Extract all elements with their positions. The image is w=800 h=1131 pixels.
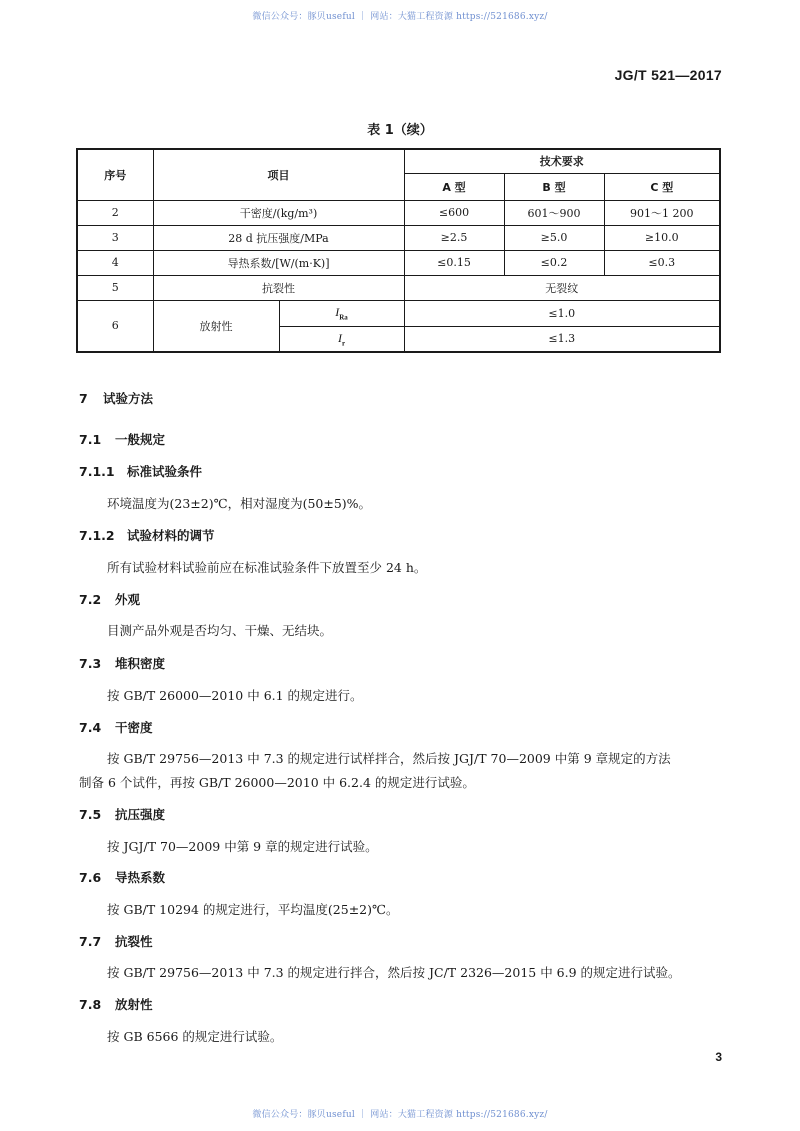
section-heading [79,526,215,544]
section-heading [79,718,153,736]
section-heading [79,995,153,1013]
spec-table [76,148,721,353]
paragraph: 所有试验材料试验前应在标准试验条件下放置至少 24 h。 [107,560,427,575]
section-heading [79,805,165,823]
row-item: 导热系数/[W/(m·K)] [153,250,404,275]
row-value-a: ≤600 [404,200,504,225]
header-item: 项目 [153,149,404,200]
section-heading [79,389,153,407]
paragraph-continuation: 制备 6 个试件，再按 GB/T 26000—2010 中 6.2.4 的规定进行试验。 [79,775,475,790]
section-heading [79,932,153,950]
section-number: 7 [79,391,88,406]
paragraph: 按 GB 6566 的规定进行试验。 [107,1029,283,1044]
paragraph: 按 GB/T 29756—2013 中 7.3 的规定进行试样拌合，然后按 JGJ/T 70—2009 中第 9 章规定的方法 [107,751,671,766]
row-subitem [279,300,404,326]
row-no: 6 [77,300,153,352]
paragraph: 按 GB/T 26000—2010 中 6.1 的规定进行。 [107,688,363,703]
section-heading [79,868,165,886]
header-requirements: 技术要求 [404,149,720,173]
paragraph: 按 GB/T 29756—2013 中 7.3 的规定进行拌合，然后按 JC/T 2326—2015 中 6.9 的规定进行试验。 [107,965,681,980]
table-row [77,300,720,326]
watermark-bottom: 微信公众号：豚贝useful ｜ 网站：大猫工程资源 https://521686.xyz/ [252,1110,548,1120]
paragraph: 按 JGJ/T 70—2009 中第 9 章的规定进行试验。 [107,839,378,854]
row-no: 3 [77,225,153,250]
section-title: 一般规定 [115,432,166,447]
paragraph: 按 GB/T 10294 的规定进行，平均温度(25±2)℃。 [107,902,399,917]
header-no: 序号 [77,149,153,200]
section-number: 7.5 [79,807,102,822]
row-no: 4 [77,250,153,275]
standard-code: JG/T 521—2017 [614,67,722,83]
section-heading [79,590,140,608]
row-value: 无裂纹 [404,275,720,300]
row-item: 抗裂性 [153,275,404,300]
row-value-a: ≤0.15 [404,250,504,275]
section-heading [79,462,202,480]
symbol: I [337,330,342,345]
section-heading [79,430,165,448]
paragraph: 环境温度为(23±2)℃，相对湿度为(50±5)%。 [107,496,372,511]
row-value-b: ≤0.2 [504,250,604,275]
header-type-b: B 型 [504,173,604,200]
section-title: 外观 [115,592,141,607]
page-number: 3 [715,1050,722,1064]
row-subitem [279,326,404,352]
watermark-top: 微信公众号：豚贝useful ｜ 网站：大猫工程资源 https://521686.xyz/ [252,12,548,22]
section-number: 7.4 [79,720,102,735]
section-title: 抗裂性 [115,934,153,949]
section-title: 导热系数 [115,870,166,885]
table-row [77,200,720,225]
section-title: 试验材料的调节 [127,528,215,543]
row-value-a: ≥2.5 [404,225,504,250]
row-item: 28 d 抗压强度/MPa [153,225,404,250]
row-item: 放射性 [153,300,279,352]
section-number: 7.7 [79,934,102,949]
row-value: ≤1.3 [404,326,720,352]
section-number: 7.1.1 [79,464,115,479]
subscript: Ra [339,313,348,322]
row-no: 5 [77,275,153,300]
row-value-c: 901～1 200 [604,200,720,225]
section-number: 7.8 [79,997,102,1012]
section-title: 放射性 [115,997,153,1012]
section-number: 7.3 [79,656,102,671]
section-title: 试验方法 [103,391,154,406]
paragraph: 目测产品外观是否均匀、干燥、无结块。 [107,623,333,638]
table-row [77,250,720,275]
section-title: 抗压强度 [115,807,166,822]
section-heading [79,654,165,672]
section-number: 7.6 [79,870,102,885]
section-title: 干密度 [115,720,153,735]
header-type-a: A 型 [404,173,504,200]
row-value-c: ≤0.3 [604,250,720,275]
header-type-c: C 型 [604,173,720,200]
row-value: ≤1.0 [404,300,720,326]
row-value-b: 601～900 [504,200,604,225]
row-item: 干密度/(kg/m³) [153,200,404,225]
table-row [77,275,720,300]
table-title: 表 1（续） [367,123,433,138]
row-no: 2 [77,200,153,225]
symbol: I [335,304,340,319]
section-number: 7.2 [79,592,102,607]
section-number: 7.1.2 [79,528,115,543]
section-title: 标准试验条件 [127,464,203,479]
section-number: 7.1 [79,432,102,447]
table-row [77,225,720,250]
subscript: r [341,338,346,347]
row-value-b: ≥5.0 [504,225,604,250]
row-value-c: ≥10.0 [604,225,720,250]
section-title: 堆积密度 [115,656,166,671]
